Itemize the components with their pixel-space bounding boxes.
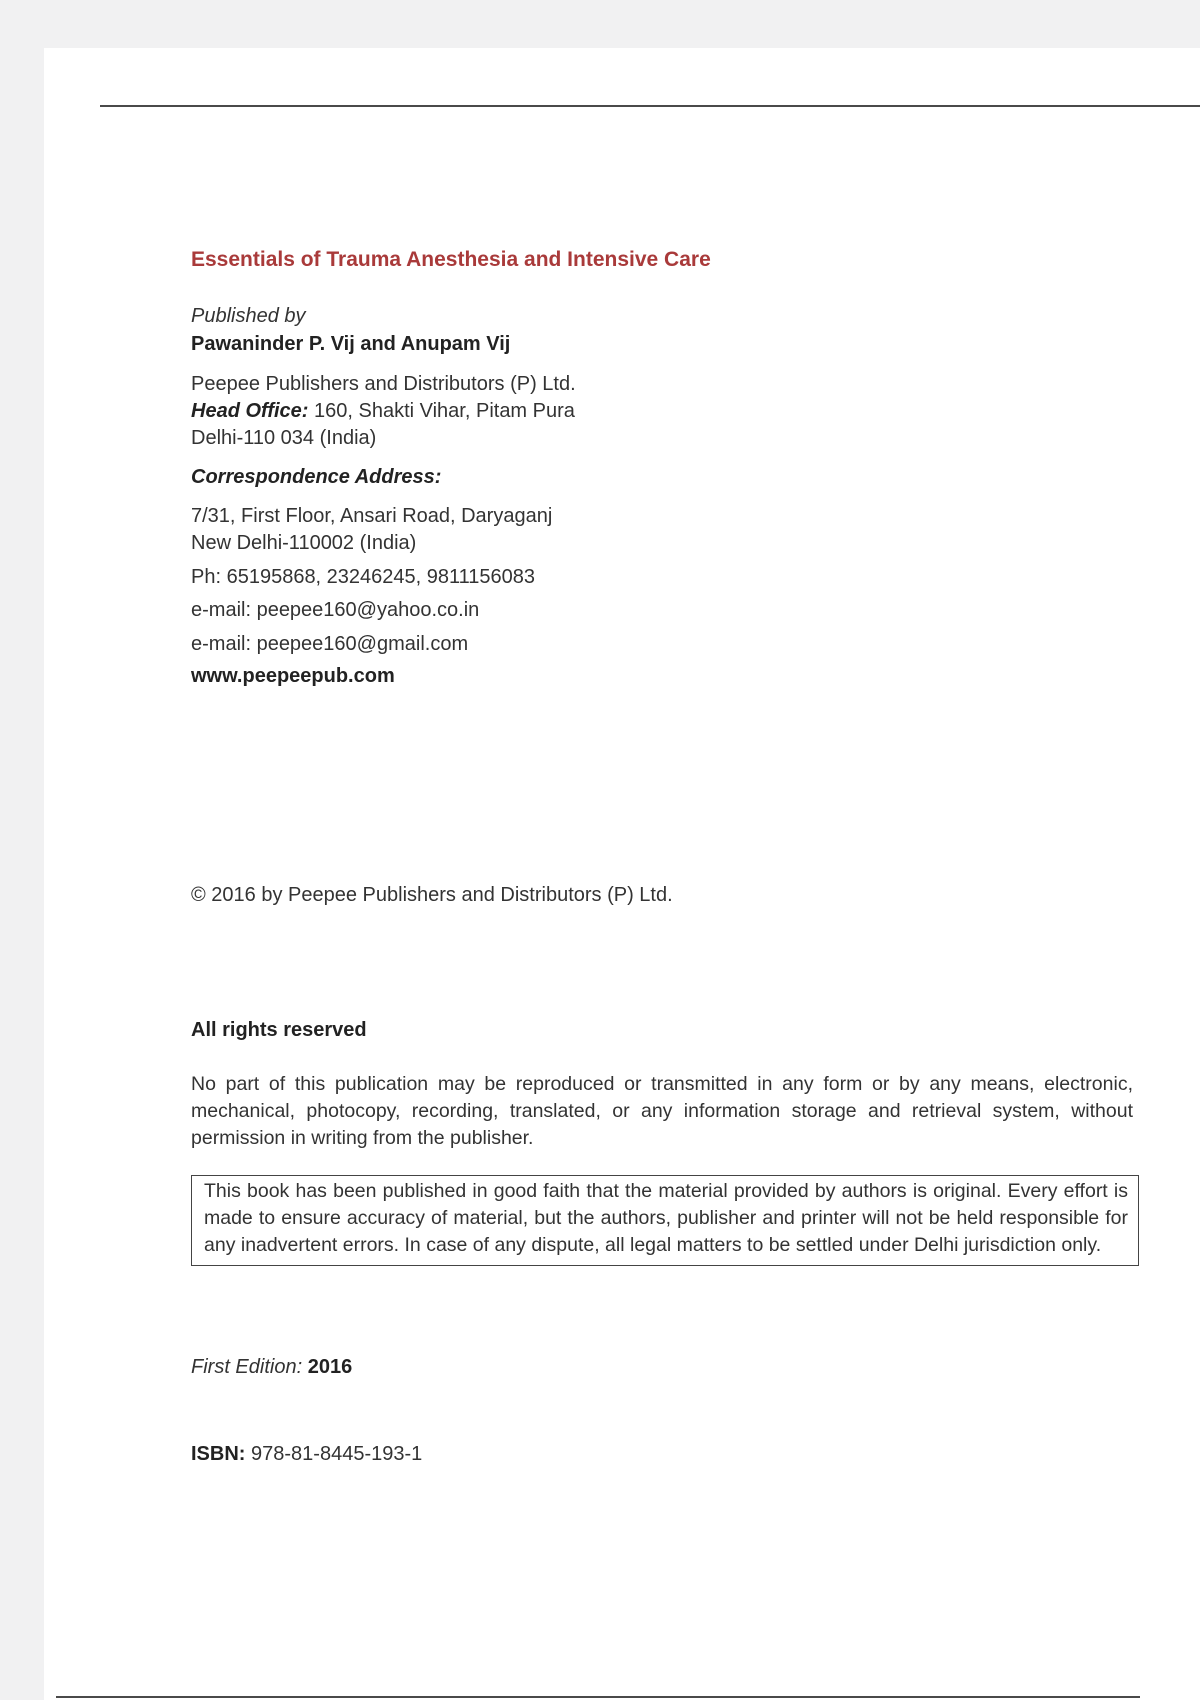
- book-title: Essentials of Trauma Anesthesia and Intensive Care: [191, 248, 711, 271]
- phone-numbers: Ph: 65195868, 23246245, 9811156083: [191, 566, 536, 588]
- head-office-label: Head Office:: [191, 400, 309, 422]
- rights-text: No part of this publication may be reproduced or transmitted in any form or by any means, electronic, mechanical, photocopy, recording, translated, or any information storage and retrieval system, without permission in writing from the publisher.: [191, 1073, 1133, 1149]
- head-office-city: Delhi-110 034 (India): [191, 427, 377, 449]
- correspondence-line2: New Delhi-110002 (India): [191, 532, 417, 554]
- disclaimer-box: This book has been published in good faith that the material provided by authors is original. Every effort is made to ensure accuracy of material, but the authors, publisher and printer will not be held responsible for any inadvertent errors. In case of any dispute, all legal matters to be settled under Delhi jurisdiction only.: [191, 1175, 1139, 1266]
- email-gmail: e-mail: peepee160@gmail.com: [191, 633, 469, 655]
- email-yahoo: e-mail: peepee160@yahoo.co.in: [191, 599, 480, 621]
- edition-value: 2016: [302, 1356, 353, 1378]
- authors: Pawaninder P. Vij and Anupam Vij: [191, 333, 511, 355]
- edition: [191, 1356, 352, 1379]
- copyright-notice: © 2016 by Peepee Publishers and Distributors (P) Ltd.: [191, 884, 673, 906]
- publisher-company: Peepee Publishers and Distributors (P) Ltd.: [191, 373, 576, 395]
- rights-heading: All rights reserved: [191, 1019, 367, 1041]
- header-rule: [100, 105, 1200, 107]
- head-office: [191, 400, 575, 423]
- isbn-value: 978-81-8445-193-1: [245, 1443, 423, 1465]
- website-link[interactable]: www.peepeepub.com: [191, 665, 395, 687]
- edition-label: First Edition:: [191, 1356, 303, 1378]
- document-page: [44, 48, 1200, 1700]
- correspondence-line1: 7/31, First Floor, Ansari Road, Daryaganj: [191, 505, 553, 527]
- published-by-label: Published by: [191, 305, 306, 327]
- isbn-label: ISBN:: [191, 1443, 246, 1465]
- correspondence-label: Correspondence Address:: [191, 466, 442, 488]
- head-office-address: 160, Shakti Vihar, Pitam Pura: [308, 400, 575, 422]
- isbn: [191, 1443, 422, 1466]
- footer-rule: [56, 1696, 1140, 1698]
